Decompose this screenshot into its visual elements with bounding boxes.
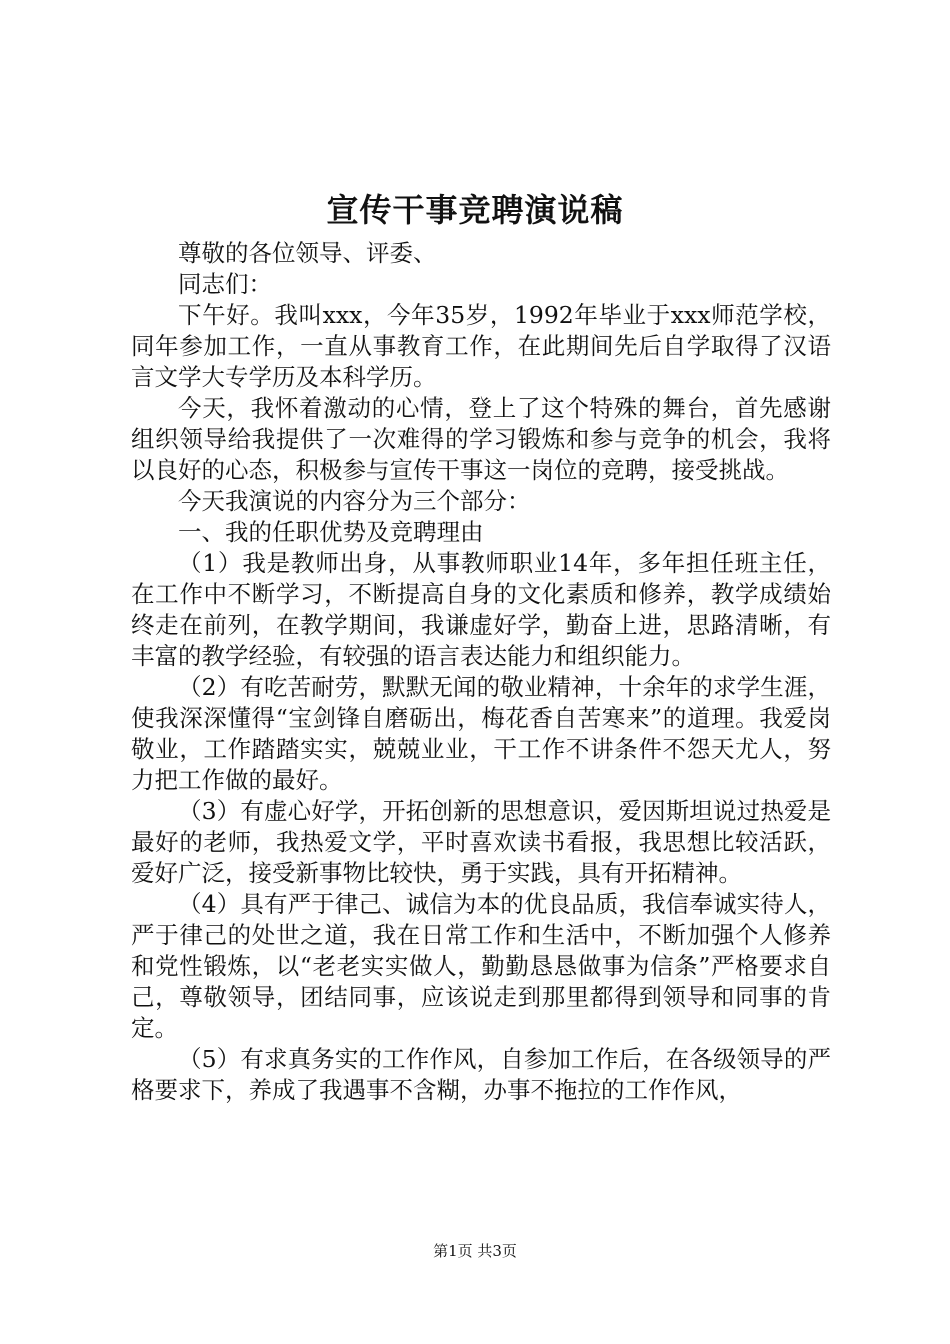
document-body <box>131 238 831 1106</box>
salutation-line-1: 尊敬的各位领导、评委、 <box>178 239 437 267</box>
paragraph-point-4: （4）具有严于律己、诚信为本的优良品质，我信奉诚实待人，严于律己的处世之道，我在日常工作和生活中，不断加强个人修养和党性锻炼，以“老老实实做人，勤勤恳恳做事为信条”严格要求自己，尊敬领导，团结同事，应该说走到那里都得到领导和同事的肯定。 <box>131 890 831 1042</box>
document-title: 宣传干事竞聘演说稿 <box>326 191 624 229</box>
paragraph-introduction: 下午好。我叫xxx，今年35岁，1992年毕业于xxx师范学校，同年参加工作，一直从事教育工作，在此期间先后自学取得了汉语言文学大专学历及本科学历。 <box>131 301 831 391</box>
paragraph-point-5: （5）有求真务实的工作作风，自参加工作后，在各级领导的严格要求下，养成了我遇事不含糊，办事不拖拉的工作作风， <box>131 1045 831 1104</box>
salutation-line-2: 同志们： <box>178 270 272 298</box>
paragraph-outline: 今天我演说的内容分为三个部分： <box>178 487 531 515</box>
paragraph-gratitude: 今天，我怀着激动的心情，登上了这个特殊的舞台，首先感谢组织领导给我提供了一次难得的学习锻炼和参与竞争的机会，我将以良好的心态，积极参与宣传干事这一岗位的竞聘，接受挑战。 <box>131 394 831 484</box>
paragraph-point-1: （1）我是教师出身，从事教师职业14年，多年担任班主任，在工作中不断学习，不断提高自身的文化素质和修养，教学成绩始终走在前列，在教学期间，我谦虚好学，勤奋上进，思路清晰，有丰富的教学经验，有较强的语言表达能力和组织能力。 <box>131 549 831 670</box>
paragraph-point-2: （2）有吃苦耐劳，默默无闻的敬业精神，十余年的求学生涯，使我深深懂得“宝剑锋自磨砺出，梅花香自苦寒来”的道理。我爱岗敬业，工作踏踏实实，兢兢业业，干工作不讲条件不怨天尤人，努力把工作做的最好。 <box>131 673 831 794</box>
page-number-footer: 第1页 共3页 <box>433 1242 517 1260</box>
section-heading-1: 一、我的任职优势及竞聘理由 <box>178 518 484 546</box>
paragraph-point-3: （3）有虚心好学，开拓创新的思想意识，爱因斯坦说过热爱是最好的老师，我热爱文学，平时喜欢读书看报，我思想比较活跃，爱好广泛，接受新事物比较快，勇于实践，具有开拓精神。 <box>131 797 831 887</box>
